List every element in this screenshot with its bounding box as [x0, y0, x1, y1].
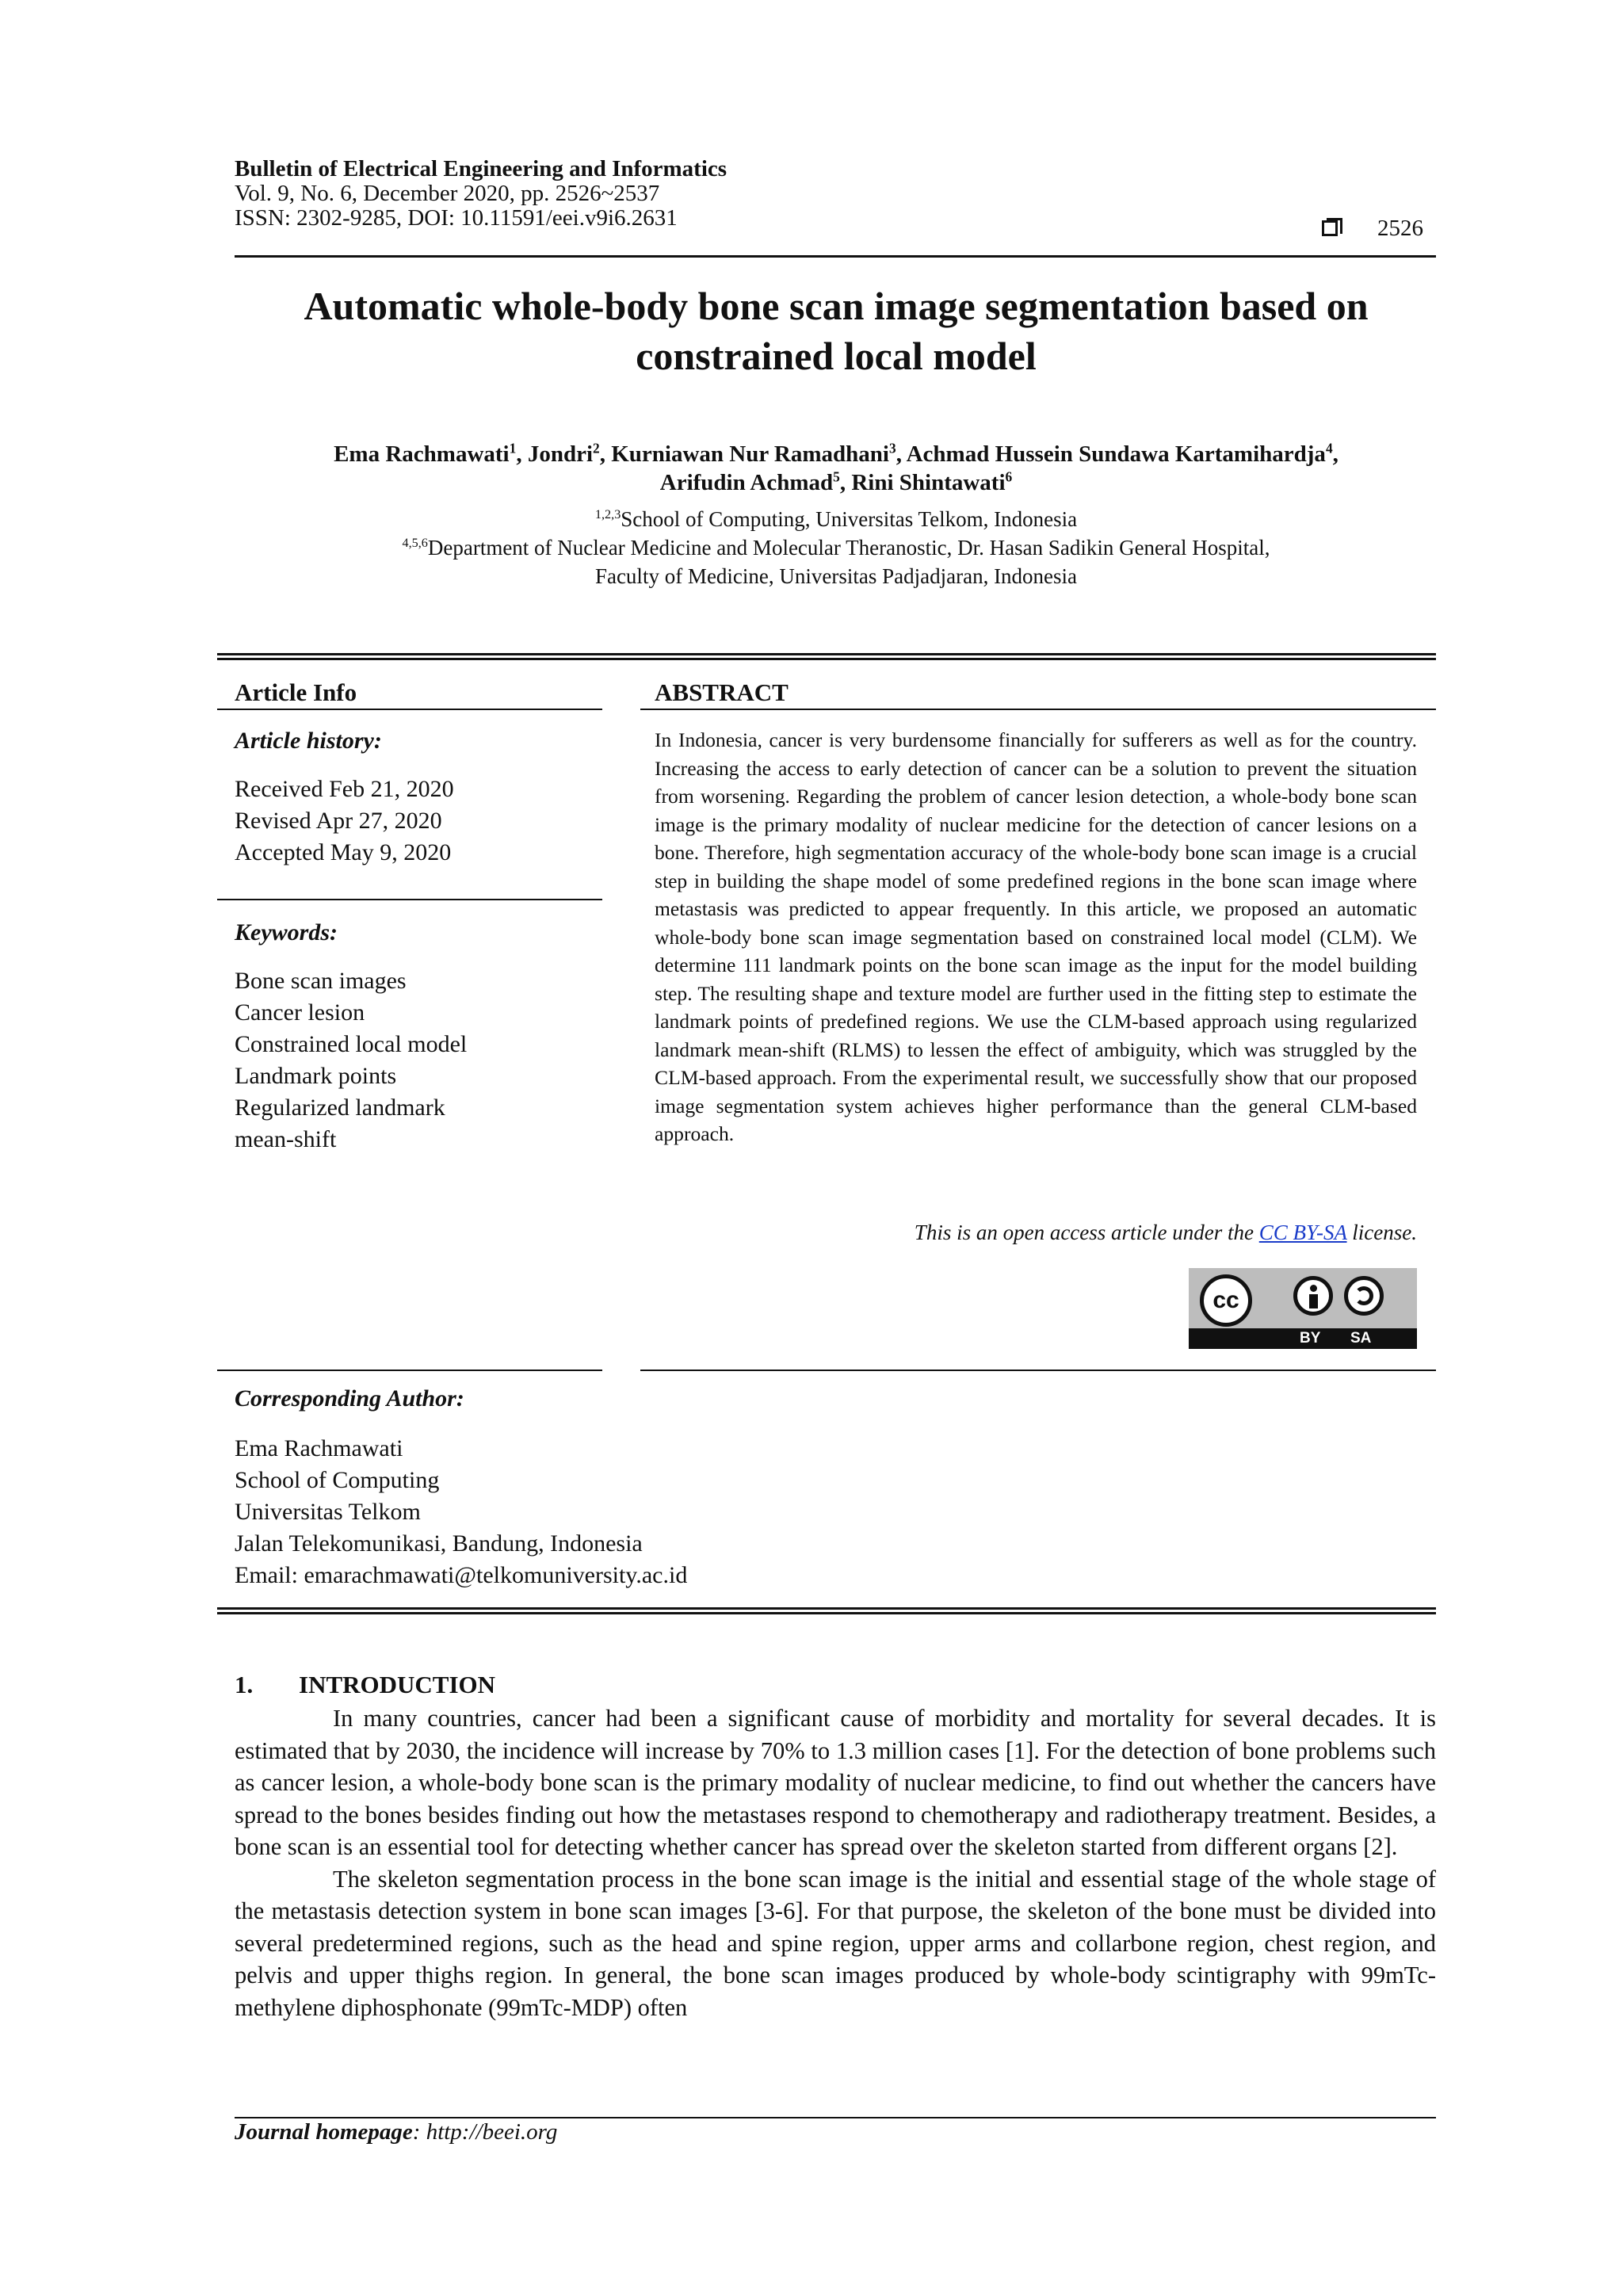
- journal-header: [235, 157, 727, 231]
- abstract-bottom-rule: [640, 1370, 1436, 1371]
- affiliation: [206, 564, 1466, 588]
- author-sep: ,: [1332, 441, 1338, 467]
- attribution-icon: [1293, 1276, 1333, 1316]
- page-number: 2526: [1377, 216, 1423, 241]
- author-sup: 6: [1005, 468, 1013, 485]
- affiliation-sup: 1,2,3: [594, 507, 621, 521]
- badge-sa-label: SA: [1350, 1330, 1372, 1347]
- footer-label: Journal homepage: [235, 2119, 413, 2145]
- affiliation-sup: 4,5,6: [402, 536, 428, 550]
- section-number: 1.: [235, 1671, 254, 1698]
- affiliation: [206, 536, 1466, 560]
- affiliation: [206, 507, 1466, 531]
- author-sup: 2: [593, 440, 600, 457]
- journal-issn: ISSN: 2302-9285, DOI: 10.11591/eei.v9i6.2631: [235, 205, 678, 231]
- affiliation-text: School of Computing, Universitas Telkom, Indonesia: [621, 507, 1078, 531]
- keywords-list: [235, 965, 467, 1156]
- info-bottom-double-rule: [217, 1607, 1436, 1614]
- affiliation-text: Faculty of Medicine, Universitas Padjadjaran, Indonesia: [594, 564, 1078, 588]
- article-info-heading: Article Info: [235, 678, 357, 706]
- author-sep: ,: [896, 441, 907, 467]
- share-alike-icon: [1344, 1276, 1384, 1316]
- license-link[interactable]: CC BY-SA: [1258, 1221, 1347, 1244]
- article-info-rule: [217, 709, 602, 710]
- info-top-rule: [217, 653, 1436, 660]
- author-sup: 4: [1325, 440, 1333, 457]
- keyword-item: Constrained local model: [235, 1031, 468, 1057]
- page-box-icon: [1322, 220, 1338, 236]
- cc-icon: cc: [1200, 1274, 1252, 1327]
- corresponding-line: Universitas Telkom: [235, 1499, 421, 1525]
- journal-volume: Vol. 9, No. 6, December 2020, pp. 2526~2537: [235, 181, 660, 206]
- corresponding-line: Jalan Telekomunikasi, Bandung, Indonesia: [235, 1530, 643, 1557]
- journal-homepage: [235, 2119, 557, 2145]
- abstract-text: In Indonesia, cancer is very burdensome financially for sufferers as well as for the country. Increasing the access to early detection of cancer can be a solution to prevent the situation from worsening. Regarding the problem of cancer lesion detection, a whole-body bone scan image is the primary modality of nuclear medicine for the detection of cancer lesions on a bone. Therefore, high segmentation accuracy of the whole-body bone scan image is a crucial step in building the shape model of some predefined regions in the bone scan image where metastasis was predicted to appear frequently. In this article, we proposed an automatic whole-body bone scan image segmentation based on constrained local model (CLM). We determine 111 landmark points on the bone scan image as the input for the model building step. The resulting shape and texture model are further used in the fitting step to estimate the landmark points of predefined regions. We use the CLM-based approach using regularized landmark mean-shift (RLMS) to lessen the effect of ambiguity, which was struggled by the CLM-based approach. From the experimental result, we successfully show that our proposed image segmentation system achieves higher performance than the general CLM-based approach.: [655, 728, 1417, 1145]
- abstract-heading: ABSTRACT: [655, 678, 789, 706]
- corresponding-line: School of Computing: [235, 1467, 440, 1493]
- keyword-item: Cancer lesion: [235, 999, 365, 1026]
- license-suffix: license.: [1346, 1221, 1417, 1244]
- section-heading: [235, 1671, 495, 1699]
- history-item: Revised Apr 27, 2020: [235, 808, 442, 834]
- corresponding-details: [235, 1433, 687, 1591]
- keyword-item: mean-shift: [235, 1126, 337, 1152]
- keywords-label: Keywords:: [235, 919, 338, 946]
- author: Kurniawan Nur Ramadhani: [611, 441, 889, 467]
- keyword-item: Regularized landmark: [235, 1095, 445, 1121]
- author-list: [206, 440, 1466, 497]
- header-divider: [235, 255, 1436, 258]
- history-list: [235, 774, 454, 869]
- author-sep: ,: [516, 441, 528, 467]
- paper-title: Automatic whole-body bone scan image segmentation based on constrained local model: [304, 284, 1369, 378]
- info-bottom-rule: [217, 1370, 602, 1371]
- author: Jondri: [527, 441, 593, 467]
- history-label: Article history:: [235, 728, 382, 754]
- author: Rini Shintawati: [851, 470, 1006, 495]
- keyword-item: Bone scan images: [235, 968, 407, 994]
- author: Achmad Hussein Sundawa Kartamihardja: [906, 441, 1326, 467]
- corresponding-line: Email: emarachmawati@telkomuniversity.ac.id: [235, 1562, 688, 1588]
- badge-by-label: BY: [1300, 1330, 1321, 1347]
- author-sep: ,: [839, 470, 852, 495]
- license-note: [655, 1221, 1417, 1245]
- author-sep: ,: [599, 441, 612, 467]
- history-item: Received Feb 21, 2020: [235, 776, 454, 802]
- author-sup: 5: [833, 468, 840, 485]
- author-sup: 1: [509, 440, 517, 457]
- author: Ema Rachmawati: [334, 441, 510, 467]
- affiliation-text: Department of Nuclear Medicine and Molecular Theranostic, Dr. Hasan Sadikin General Hospital,: [427, 536, 1270, 560]
- abstract-rule: [640, 709, 1436, 710]
- corresponding-line: Ema Rachmawati: [235, 1435, 403, 1461]
- author-sup: 3: [888, 440, 896, 457]
- footer-divider: [235, 2117, 1436, 2118]
- section-title: INTRODUCTION: [299, 1671, 496, 1698]
- paragraph: In many countries, cancer had been a significant cause of morbidity and mortality for several decades. It is estimated that by 2030, the incidence will increase by 70% to 1.3 million cases [1]. For the detection of bone problems such as cancer lesion, a whole-body bone scan is the primary modality of nuclear medicine, to find out whether the cancers have spread to the bones besides finding out how the metastases respond to chemotherapy and radiotherapy treatment. Besides, a bone scan is an essential tool for detecting whether cancer has spread over the skeleton started from different organs [2].: [235, 1705, 1436, 1860]
- cc-by-sa-badge[interactable]: [1189, 1268, 1417, 1349]
- introduction-body: [235, 1702, 1436, 2023]
- paragraph: The skeleton segmentation process in the bone scan image is the initial and essential stage of the whole stage of the metastasis detection system in bone scan images [3-6]. For that purpose, the skeleton of the bone must be divided into several predetermined regions, such as the head and spine region, upper arms and collarbone region, chest region, and pelvis and upper thighs region. In general, the bone scan images produced by whole-body scintigraphy with 99mTc-methylene diphosphonate (99mTc-MDP) often: [235, 1865, 1436, 2021]
- keyword-item: Landmark points: [235, 1063, 397, 1089]
- license-prefix: This is an open access article under the: [914, 1221, 1259, 1244]
- author: Arifudin Achmad: [659, 470, 834, 495]
- history-rule: [217, 899, 602, 900]
- corresponding-label: Corresponding Author:: [235, 1385, 464, 1412]
- footer-url[interactable]: : http://beei.org: [412, 2119, 558, 2145]
- journal-name: Bulletin of Electrical Engineering and Informatics: [235, 156, 727, 181]
- history-item: Accepted May 9, 2020: [235, 839, 452, 865]
